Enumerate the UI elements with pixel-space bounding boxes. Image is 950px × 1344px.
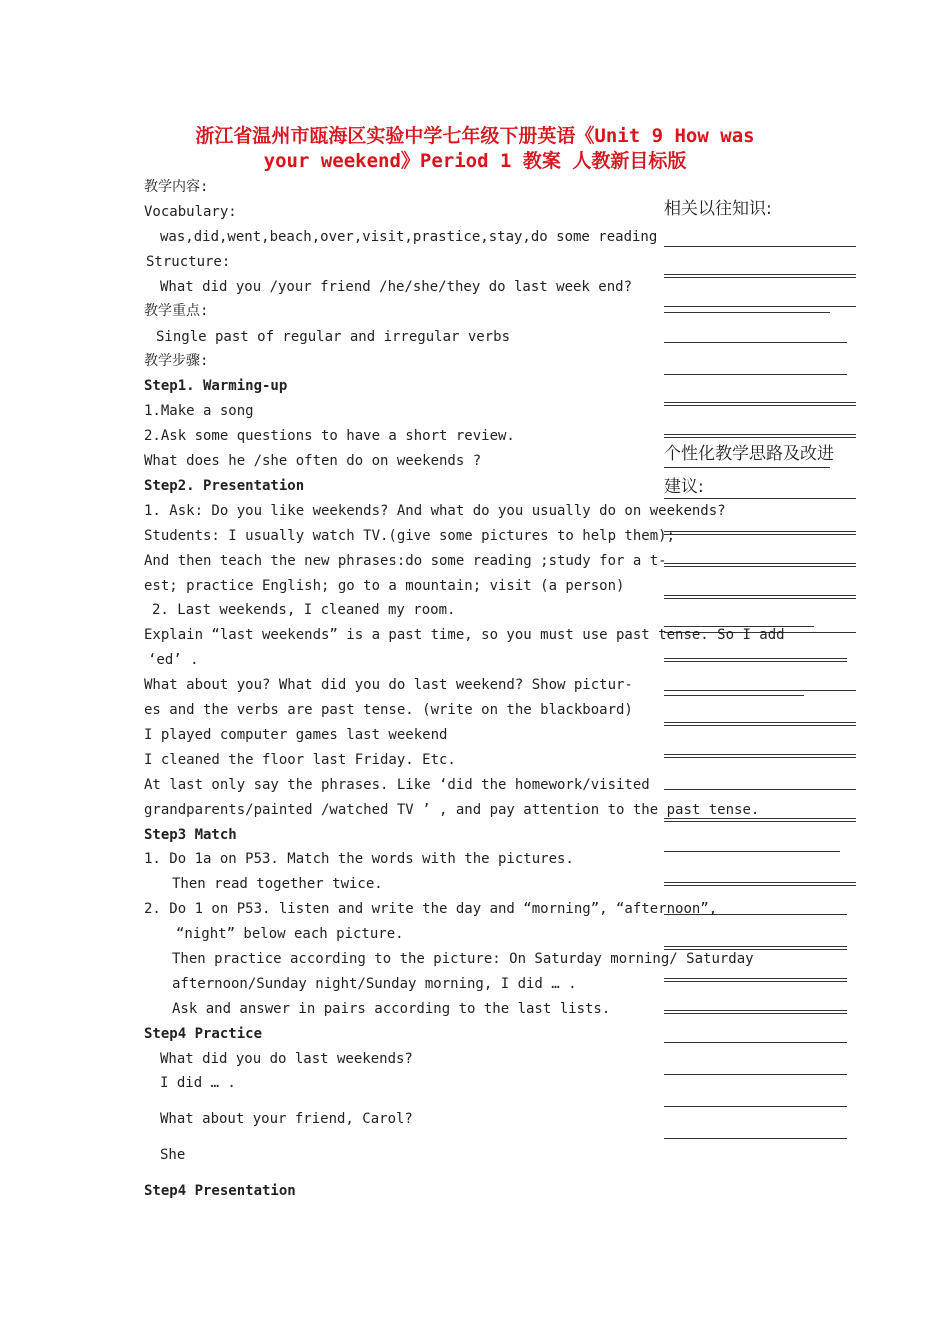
note-line bbox=[664, 722, 856, 726]
text-line: At last only say the phrases. Like ‘did the homework/visited bbox=[144, 777, 650, 793]
note-line bbox=[664, 1042, 847, 1043]
vocabulary-list: was,did,went,beach,over,visit,prastice,stay,do some reading bbox=[160, 229, 658, 245]
structure-text: What did you /your friend /he/she/they do last week end? bbox=[160, 279, 633, 295]
note-line bbox=[664, 882, 856, 886]
note-line bbox=[664, 690, 856, 691]
structure-label: Structure: bbox=[146, 254, 231, 270]
section-label-steps: 教学步骤: bbox=[144, 353, 209, 369]
step-heading: Step4 Presentation bbox=[144, 1183, 296, 1199]
text-line: And then teach the new phrases:do some reading ;study for a t- bbox=[144, 553, 667, 569]
note-line bbox=[664, 978, 847, 982]
note-line bbox=[664, 595, 856, 599]
note-line bbox=[664, 754, 856, 758]
note-line bbox=[664, 374, 847, 375]
note-line bbox=[664, 1074, 847, 1075]
note-line bbox=[664, 312, 830, 313]
note-line bbox=[664, 1010, 847, 1014]
text-line: grandparents/painted /watched TV ’ , and pay attention to the past tense. bbox=[144, 802, 760, 818]
text-line: I did … . bbox=[160, 1075, 236, 1091]
step-heading: Step4 Practice bbox=[144, 1026, 263, 1042]
note-line bbox=[664, 246, 856, 247]
text-line: What did you do last weekends? bbox=[160, 1051, 413, 1067]
note-line bbox=[664, 658, 847, 662]
text-line: “night” below each picture. bbox=[176, 926, 404, 942]
text-line: She bbox=[160, 1147, 186, 1163]
text-line: I cleaned the floor last Friday. Etc. bbox=[144, 752, 456, 768]
sidebar-heading-prior-knowledge: 相关以往知识: bbox=[664, 199, 772, 219]
text-line: What about your friend, Carol? bbox=[160, 1111, 413, 1127]
text-line: Ask and answer in pairs according to the last lists. bbox=[172, 1001, 611, 1017]
step-heading: Step1. Warming-up bbox=[144, 378, 288, 394]
section-label-content: 教学内容: bbox=[144, 179, 209, 195]
note-line bbox=[664, 531, 856, 535]
text-line: afternoon/Sunday night/Sunday morning, I did … . bbox=[172, 976, 577, 992]
note-line bbox=[664, 695, 804, 696]
note-line bbox=[664, 467, 830, 468]
text-line: 1. Do 1a on P53. Match the words with the pictures. bbox=[144, 851, 574, 867]
sidebar-heading-suggestions: 建议: bbox=[664, 477, 704, 497]
title-line-1: 浙江省温州市瓯海区实验中学七年级下册英语《Unit 9 How was bbox=[195, 125, 755, 147]
text-line: 1.Make a song bbox=[144, 403, 254, 419]
note-line bbox=[664, 434, 856, 438]
text-line: 2.Ask some questions to have a short review. bbox=[144, 428, 515, 444]
text-line: 1. Ask: Do you like weekends? And what do you usually do on weekends? bbox=[144, 503, 726, 519]
step-heading: Step2. Presentation bbox=[144, 478, 305, 494]
text-line: es and the verbs are past tense. (write on the blackboard) bbox=[144, 702, 633, 718]
text-line: est; practice English; go to a mountain; visit (a person) bbox=[144, 578, 625, 594]
note-line bbox=[664, 1138, 847, 1139]
title-line-2: your weekend》Period 1 教案 人教新目标版 bbox=[263, 150, 687, 172]
note-line bbox=[664, 789, 856, 790]
note-line bbox=[664, 274, 856, 278]
text-line: Then practice according to the picture: On Saturday morning/ Saturday bbox=[172, 951, 754, 967]
note-line bbox=[664, 306, 856, 307]
section-label-key-points: 教学重点: bbox=[144, 303, 209, 319]
key-points-text: Single past of regular and irregular verbs bbox=[156, 329, 511, 345]
text-line: What does he /she often do on weekends ? bbox=[144, 453, 482, 469]
document-title bbox=[150, 124, 800, 174]
note-line bbox=[664, 402, 856, 406]
text-line: 2. Do 1 on P53. listen and write the day and “morning”, “afternoon”, bbox=[144, 901, 718, 917]
note-line bbox=[664, 498, 856, 499]
text-line: Explain “last weekends” is a past time, so you must use past tense. So I add bbox=[144, 627, 785, 643]
note-line bbox=[664, 851, 840, 852]
text-line: ‘ed’ . bbox=[148, 652, 199, 668]
text-line: 2. Last weekends, I cleaned my room. bbox=[152, 602, 456, 618]
note-line bbox=[664, 563, 856, 567]
text-line: I played computer games last weekend bbox=[144, 727, 448, 743]
text-line: Then read together twice. bbox=[172, 876, 383, 892]
step-heading: Step3 Match bbox=[144, 827, 237, 843]
text-line: What about you? What did you do last weekend? Show pictur- bbox=[144, 677, 633, 693]
vocabulary-label: Vocabulary: bbox=[144, 204, 237, 220]
note-line bbox=[664, 1106, 847, 1107]
text-line: Students: I usually watch TV.(give some pictures to help them); bbox=[144, 528, 676, 544]
note-line bbox=[664, 342, 847, 343]
sidebar-heading-personalized-notes: 个性化教学思路及改进 bbox=[664, 444, 834, 464]
